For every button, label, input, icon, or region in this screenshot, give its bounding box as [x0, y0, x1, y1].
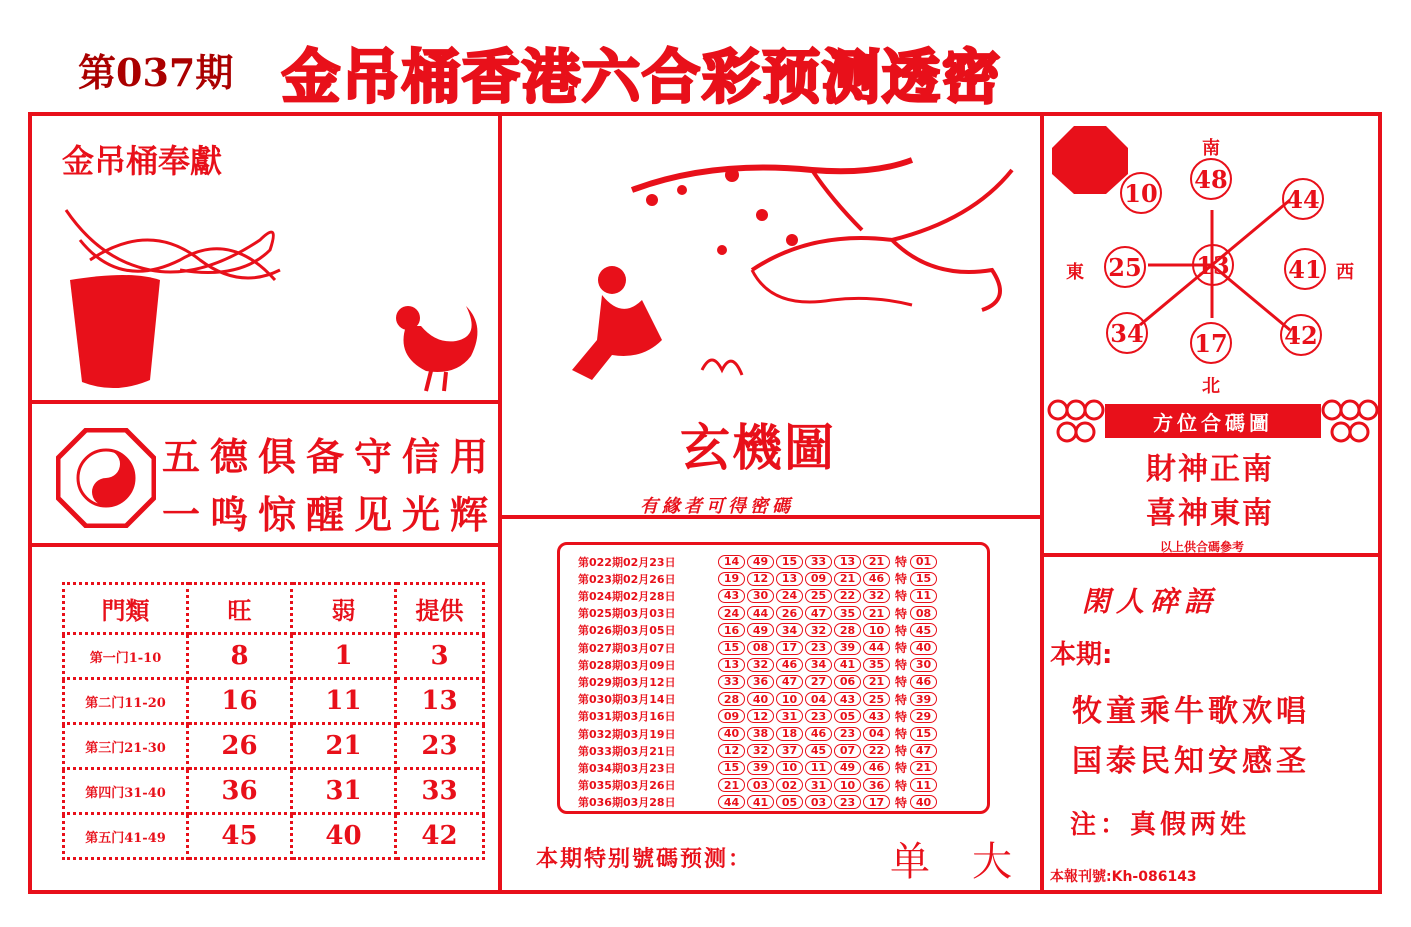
history-ball: 43 — [718, 589, 745, 603]
history-ball: 44 — [718, 795, 745, 809]
history-ball: 35 — [863, 658, 890, 672]
history-ball: 25 — [805, 589, 832, 603]
flower-ornament-left — [1046, 398, 1106, 446]
history-ball: 41 — [747, 795, 774, 809]
history-special-ball: 39 — [910, 692, 937, 706]
history-ball: 35 — [834, 606, 861, 620]
table-row — [578, 742, 939, 759]
divider-left — [498, 112, 502, 894]
history-ball: 12 — [747, 572, 774, 586]
history-ball: 46 — [776, 658, 803, 672]
history-issue-label: 第031期03月16日 — [578, 710, 676, 724]
special-mark: 特 — [895, 744, 908, 759]
history-ball: 43 — [863, 709, 890, 723]
door-wang: 36 — [188, 769, 292, 814]
door-ruo: 21 — [292, 724, 396, 769]
compass-ball-center: 13 — [1192, 244, 1234, 286]
special-mark: 特 — [895, 555, 908, 569]
history-issue-label: 第036期03月28日 — [578, 796, 676, 810]
door-tigong: 33 — [396, 769, 484, 814]
history-ball: 41 — [834, 658, 861, 672]
table-row — [578, 794, 939, 811]
special-mark: 特 — [895, 709, 908, 724]
dir-north: 北 — [1202, 376, 1220, 397]
table-row — [578, 759, 939, 776]
issue-number: 第037期 — [78, 50, 234, 95]
compass-ball-south: 17 — [1190, 322, 1232, 364]
chat-line-2: 国泰民知安感圣 — [1072, 744, 1310, 779]
history-ball: 15 — [718, 761, 745, 775]
history-ball: 04 — [805, 692, 832, 706]
door-label: 第三门21-30 — [64, 724, 188, 769]
history-ball: 23 — [805, 709, 832, 723]
history-ball: 08 — [747, 641, 774, 655]
prediction-value-2: 大 — [972, 839, 1012, 885]
door-label: 第二门11-20 — [64, 679, 188, 724]
history-ball: 10 — [776, 692, 803, 706]
history-ball: 43 — [834, 692, 861, 706]
chat-this-issue: 本期: — [1050, 640, 1113, 670]
history-ball: 23 — [805, 641, 832, 655]
history-issue-label: 第024期02月28日 — [578, 589, 676, 603]
history-special-ball: 47 — [910, 744, 937, 758]
door-ruo: 40 — [292, 814, 396, 859]
history-ball: 39 — [747, 761, 774, 775]
history-special-ball: 11 — [910, 778, 937, 792]
history-ball: 21 — [834, 572, 861, 586]
dir-west: 西 — [1336, 262, 1354, 283]
history-issue-label: 第026期03月05日 — [578, 624, 676, 638]
history-special-ball: 45 — [910, 623, 937, 637]
history-ball: 18 — [776, 727, 803, 741]
door-ruo: 11 — [292, 679, 396, 724]
history-ball: 17 — [863, 795, 890, 809]
doors-table-container — [62, 582, 485, 860]
history-ball: 23 — [834, 727, 861, 741]
special-mark: 特 — [895, 606, 908, 621]
history-issue-label: 第030期03月14日 — [578, 693, 676, 707]
history-box — [557, 542, 990, 814]
history-ball: 31 — [805, 778, 832, 792]
door-tigong: 3 — [396, 634, 484, 679]
history-issue-label: 第025期03月03日 — [578, 607, 676, 621]
history-ball: 36 — [747, 675, 774, 689]
page-title: 金吊桶香港六合彩预测透密 — [282, 43, 1003, 111]
history-issue-label: 第033期03月21日 — [578, 744, 676, 758]
history-ball: 32 — [747, 658, 774, 672]
door-wang: 8 — [188, 634, 292, 679]
history-ball: 25 — [863, 692, 890, 706]
special-mark: 特 — [895, 572, 908, 587]
history-ball: 40 — [747, 692, 774, 706]
slogan-line-2: 一鸣惊醒见光辉 — [162, 492, 499, 537]
history-ball: 36 — [863, 778, 890, 792]
table-row — [578, 570, 939, 587]
history-ball: 04 — [863, 727, 890, 741]
special-mark: 特 — [895, 641, 908, 655]
special-mark: 特 — [895, 795, 908, 810]
history-ball: 49 — [747, 555, 774, 569]
history-ball: 15 — [718, 641, 745, 655]
compass-ball-se: 42 — [1280, 314, 1322, 356]
compass-ball-west: 41 — [1284, 248, 1326, 290]
history-ball: 40 — [718, 727, 745, 741]
table-row — [578, 656, 939, 673]
history-ball: 45 — [805, 744, 832, 758]
prediction-label: 本期特别號碼预测： — [536, 847, 753, 872]
table-row — [578, 708, 939, 725]
history-ball: 09 — [718, 709, 745, 723]
special-mark: 特 — [895, 761, 908, 776]
history-ball: 10 — [776, 761, 803, 775]
special-mark: 特 — [895, 589, 908, 604]
history-ball: 34 — [805, 658, 832, 672]
special-mark: 特 — [895, 727, 908, 741]
door-label: 第一门1-10 — [64, 634, 188, 679]
history-special-ball: 01 — [910, 555, 937, 569]
history-ball: 44 — [863, 641, 890, 655]
history-ball: 12 — [718, 744, 745, 758]
doors-table — [62, 582, 485, 860]
header-ruo: 弱 — [292, 584, 396, 634]
history-ball: 39 — [834, 641, 861, 655]
history-ball: 24 — [776, 589, 803, 603]
history-ball: 34 — [776, 623, 803, 637]
history-ball: 13 — [718, 658, 745, 672]
history-ball: 46 — [863, 572, 890, 586]
chat-line-1: 牧童乘牛歌欢唱 — [1072, 694, 1310, 729]
history-ball: 05 — [834, 709, 861, 723]
mystery-subtitle: 有緣者可得密碼 — [640, 496, 794, 517]
history-ball: 30 — [747, 589, 774, 603]
table-row — [64, 814, 484, 859]
history-special-ball: 40 — [910, 641, 937, 655]
table-row — [64, 634, 484, 679]
history-ball: 22 — [834, 589, 861, 603]
history-ball: 46 — [863, 761, 890, 775]
history-special-ball: 15 — [910, 727, 937, 741]
history-ball: 22 — [863, 744, 890, 758]
history-ball: 13 — [776, 572, 803, 586]
door-ruo: 1 — [292, 634, 396, 679]
history-ball: 31 — [776, 709, 803, 723]
history-ball: 33 — [718, 675, 745, 689]
history-issue-label: 第022期02月23日 — [578, 555, 676, 569]
history-ball: 21 — [718, 778, 745, 792]
header-tigong: 提供 — [396, 584, 484, 634]
compass-ball-ne: 44 — [1282, 178, 1324, 220]
history-ball: 38 — [747, 727, 774, 741]
history-ball: 33 — [805, 555, 832, 569]
history-special-ball: 15 — [910, 572, 937, 586]
special-mark: 特 — [895, 658, 908, 673]
special-mark: 特 — [895, 692, 908, 707]
history-special-ball: 11 — [910, 589, 937, 603]
wealth-god: 財神正南 — [1146, 452, 1274, 487]
history-special-ball: 29 — [910, 709, 937, 723]
table-row — [64, 679, 484, 724]
history-ball: 10 — [863, 623, 890, 637]
direction-banner: 方位合碼圖 — [1105, 404, 1321, 438]
door-wang: 26 — [188, 724, 292, 769]
history-issue-label: 第029期03月12日 — [578, 675, 676, 689]
table-row — [578, 553, 939, 570]
chat-note: 注：真假两姓 — [1070, 810, 1251, 840]
table-row — [64, 724, 484, 769]
history-ball: 05 — [776, 795, 803, 809]
history-ball: 44 — [747, 606, 774, 620]
history-ball: 49 — [834, 761, 861, 775]
flower-ornament-right — [1320, 398, 1380, 446]
history-ball: 09 — [805, 572, 832, 586]
table-row — [578, 777, 939, 794]
history-ball: 03 — [747, 778, 774, 792]
door-tigong: 42 — [396, 814, 484, 859]
history-ball: 15 — [776, 555, 803, 569]
history-ball: 19 — [718, 572, 745, 586]
history-ball: 12 — [747, 709, 774, 723]
history-issue-label: 第027期03月07日 — [578, 641, 676, 655]
door-tigong: 13 — [396, 679, 484, 724]
compass-ball-north: 48 — [1190, 158, 1232, 200]
history-special-ball: 08 — [910, 606, 937, 620]
door-wang: 45 — [188, 814, 292, 859]
history-ball: 14 — [718, 555, 745, 569]
direction-note: 以上供合碼參考 — [1160, 540, 1245, 554]
gift-panel-title: 金吊桶奉獻 — [62, 142, 223, 180]
table-row — [578, 673, 939, 690]
chat-title: 閑人碎語 — [1082, 585, 1219, 618]
history-ball: 32 — [747, 744, 774, 758]
history-ball: 47 — [776, 675, 803, 689]
table-row — [578, 725, 939, 742]
history-ball: 07 — [834, 744, 861, 758]
history-issue-label: 第028期03月09日 — [578, 658, 676, 672]
compass-ball-sw: 34 — [1106, 312, 1148, 354]
divider-right — [1040, 112, 1044, 894]
history-ball: 16 — [718, 623, 745, 637]
history-ball: 11 — [805, 761, 832, 775]
door-label: 第五门41-49 — [64, 814, 188, 859]
slogan-line-1: 五德俱备守信用 — [162, 434, 499, 479]
table-row — [578, 691, 939, 708]
header-category: 門類 — [64, 584, 188, 634]
history-issue-label: 第034期03月23日 — [578, 761, 676, 775]
history-issue-label: 第032期03月19日 — [578, 727, 676, 741]
history-ball: 26 — [776, 606, 803, 620]
table-row — [578, 639, 939, 656]
special-mark: 特 — [895, 778, 908, 793]
dir-east: 東 — [1066, 262, 1084, 283]
door-ruo: 31 — [292, 769, 396, 814]
table-row — [578, 587, 939, 604]
mystery-title: 玄機圖 — [680, 418, 836, 477]
special-mark: 特 — [895, 675, 908, 690]
history-ball: 32 — [805, 623, 832, 637]
table-row — [578, 622, 939, 639]
history-ball: 23 — [834, 795, 861, 809]
history-ball: 10 — [834, 778, 861, 792]
door-tigong: 23 — [396, 724, 484, 769]
history-ball: 24 — [718, 606, 745, 620]
history-ball: 28 — [718, 692, 745, 706]
table-row — [64, 769, 484, 814]
joy-god: 喜神東南 — [1146, 496, 1274, 531]
history-ball: 17 — [776, 641, 803, 655]
history-ball: 47 — [805, 606, 832, 620]
divider-left-2 — [30, 543, 500, 547]
door-wang: 16 — [188, 679, 292, 724]
history-ball: 06 — [834, 675, 861, 689]
compass-ball-nw: 10 — [1120, 172, 1162, 214]
history-special-ball: 21 — [910, 761, 937, 775]
history-ball: 27 — [805, 675, 832, 689]
bucket-illustration — [60, 200, 300, 400]
history-special-ball: 30 — [910, 658, 937, 672]
divider-left-1 — [30, 400, 500, 404]
history-ball: 13 — [834, 555, 861, 569]
history-ball: 21 — [863, 606, 890, 620]
special-mark: 特 — [895, 623, 908, 638]
rooster-illustration — [386, 296, 496, 396]
prediction-value-1: 单 — [890, 839, 930, 885]
table-row — [578, 605, 939, 622]
dir-south: 南 — [1202, 138, 1220, 159]
mystery-picture — [512, 130, 1032, 402]
history-ball: 03 — [805, 795, 832, 809]
door-label: 第四门31-40 — [64, 769, 188, 814]
history-ball: 37 — [776, 744, 803, 758]
history-ball: 21 — [863, 675, 890, 689]
compass-ball-east: 25 — [1104, 246, 1146, 288]
history-ball: 21 — [863, 555, 890, 569]
history-ball: 02 — [776, 778, 803, 792]
history-ball: 49 — [747, 623, 774, 637]
history-ball: 28 — [834, 623, 861, 637]
header-wang: 旺 — [188, 584, 292, 634]
history-ball: 46 — [805, 727, 832, 741]
history-special-ball: 40 — [910, 795, 937, 809]
history-ball: 32 — [863, 589, 890, 603]
history-issue-label: 第035期03月26日 — [578, 779, 676, 793]
history-special-ball: 46 — [910, 675, 937, 689]
registration-number: 本報刊號:Kh-086143 — [1050, 869, 1197, 885]
history-issue-label: 第023期02月26日 — [578, 572, 676, 586]
yinyang-icon — [56, 428, 156, 528]
